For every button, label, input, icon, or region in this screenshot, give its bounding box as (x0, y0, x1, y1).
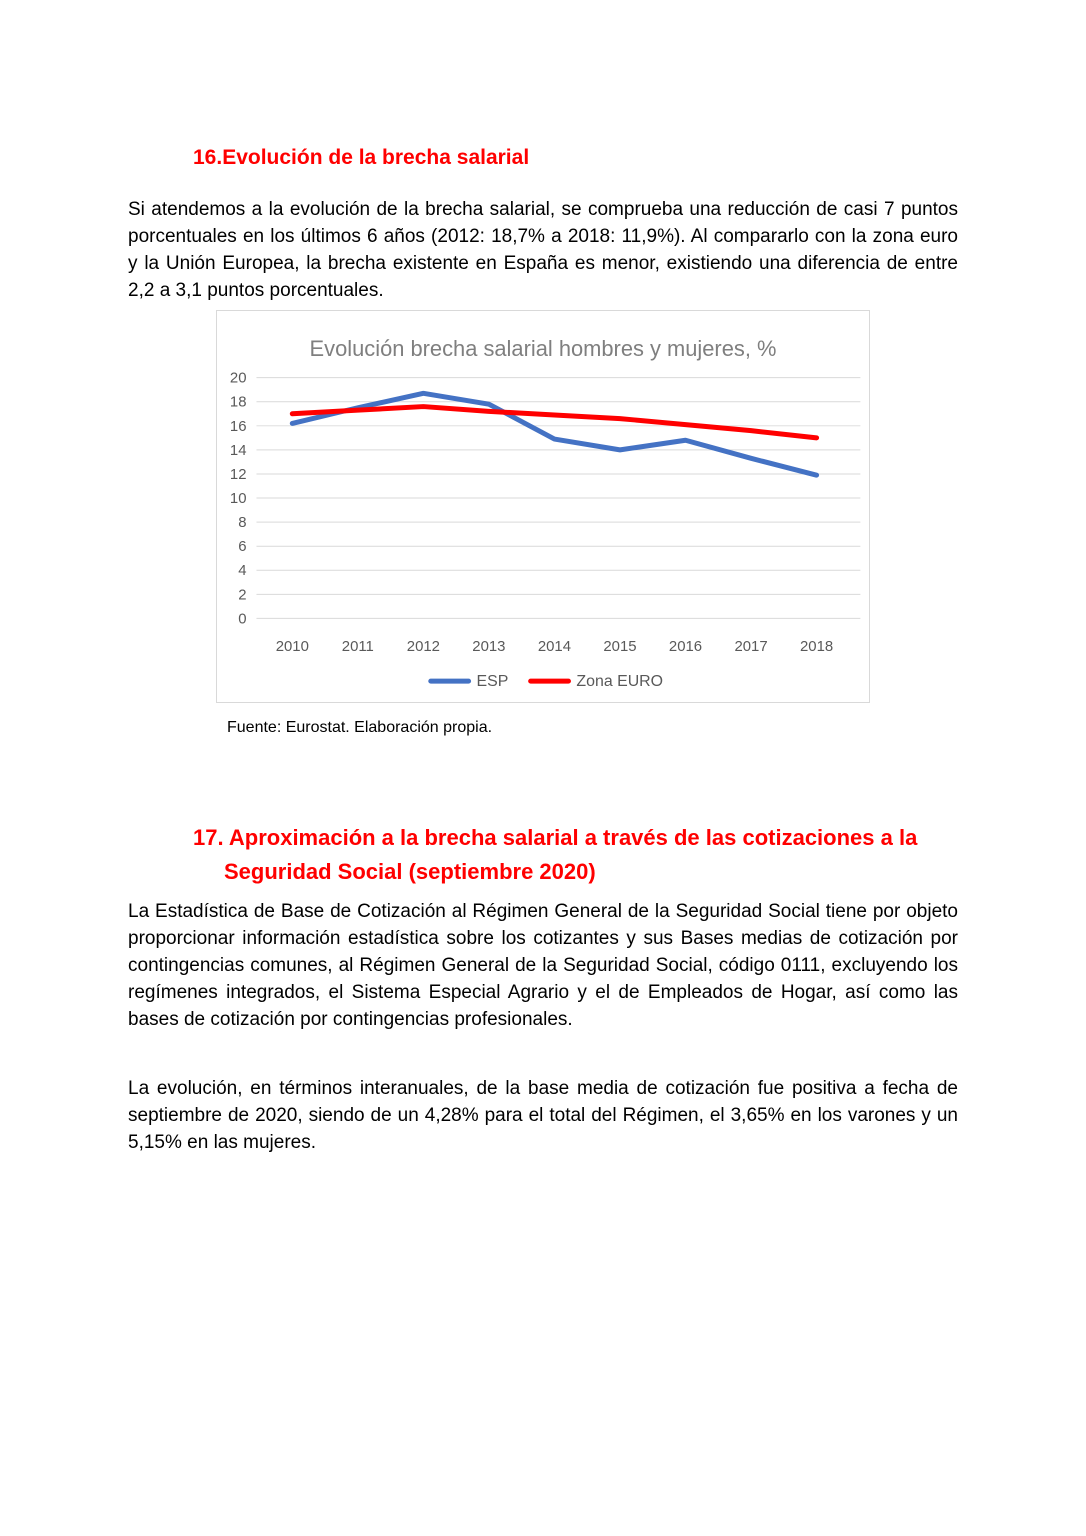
x-axis-tick-label: 2018 (800, 638, 834, 656)
x-axis-tick-label: 2017 (734, 638, 768, 656)
x-axis-tick-label: 2013 (472, 638, 506, 656)
legend-label-esp: ESP (476, 673, 509, 691)
y-axis-tick-label: 10 (229, 490, 247, 508)
chart-title: Evolución brecha salarial hombres y mujeres, % (309, 335, 777, 361)
x-axis-tick-label: 2011 (341, 638, 374, 656)
section-16-heading: 16.Evolución de la brecha salarial (193, 146, 530, 169)
brecha-salarial-line-chart (217, 311, 869, 702)
x-axis-tick-label: 2014 (537, 638, 572, 656)
section-17-heading-line1: 17. Aproximación a la brecha salarial a través de las cotizaciones a la (193, 825, 918, 850)
y-axis-tick-label: 20 (229, 369, 247, 387)
y-axis-tick-label: 6 (238, 538, 247, 556)
y-axis-tick-label: 0 (238, 610, 247, 628)
y-axis-tick-label: 4 (238, 562, 247, 580)
x-axis-tick-label: 2012 (406, 638, 440, 656)
paragraph-brecha-evolucion: Si atendemos a la evolución de la brecha salarial, se comprueba una reducción de casi 7 puntos porcentuales en los últimos 6 años (2012: 18,7% a 2018: 11,9%). Al compararlo con la zona euro y la Unión Europea, la brecha existente en España es menor, existiendo una diferencia de entre 2,2 a 3,1 puntos porcentuales. (128, 199, 958, 301)
y-axis-tick-label: 12 (229, 465, 247, 483)
y-axis-tick-label: 16 (229, 417, 247, 435)
x-axis-tick-label: 2016 (668, 638, 703, 656)
section-17-heading (193, 821, 953, 889)
section-17-heading-line2: Seguridad Social (septiembre 2020) (224, 859, 596, 884)
series-line-esp (292, 393, 816, 475)
paragraph-estadistica-cotizacion: La Estadística de Base de Cotización al Régimen General de la Seguridad Social tiene por objeto proporcionar información estadística sobre los cotizantes y sus Bases medias de cotización por contingencias comunes, al Régimen General de la Seguridad Social, código 0111, excluyendo los regímenes integrados, el Sistema Especial Agrario y el de Empleados de Hogar, así como las bases de cotización por contingencias profesionales. (128, 901, 958, 1030)
y-axis-tick-label: 2 (238, 586, 247, 604)
y-axis-tick-label: 14 (229, 441, 247, 459)
x-axis-tick-label: 2015 (603, 638, 637, 656)
chart-container (216, 310, 870, 703)
series-line-zona-euro (292, 407, 816, 438)
chart-source-note: Fuente: Eurostat. Elaboración propia. (227, 719, 493, 736)
legend-label-zona-euro: Zona EURO (576, 673, 664, 691)
y-axis-tick-label: 18 (229, 393, 247, 411)
y-axis-tick-label: 8 (238, 514, 247, 532)
x-axis-tick-label: 2010 (275, 638, 309, 656)
paragraph-evolucion-interanual: La evolución, en términos interanuales, de la base media de cotización fue positiva a fecha de septiembre de 2020, siendo de un 4,28% para el total del Régimen, el 3,65% en los varones y un 5,15% en las mujeres. (128, 1078, 958, 1153)
